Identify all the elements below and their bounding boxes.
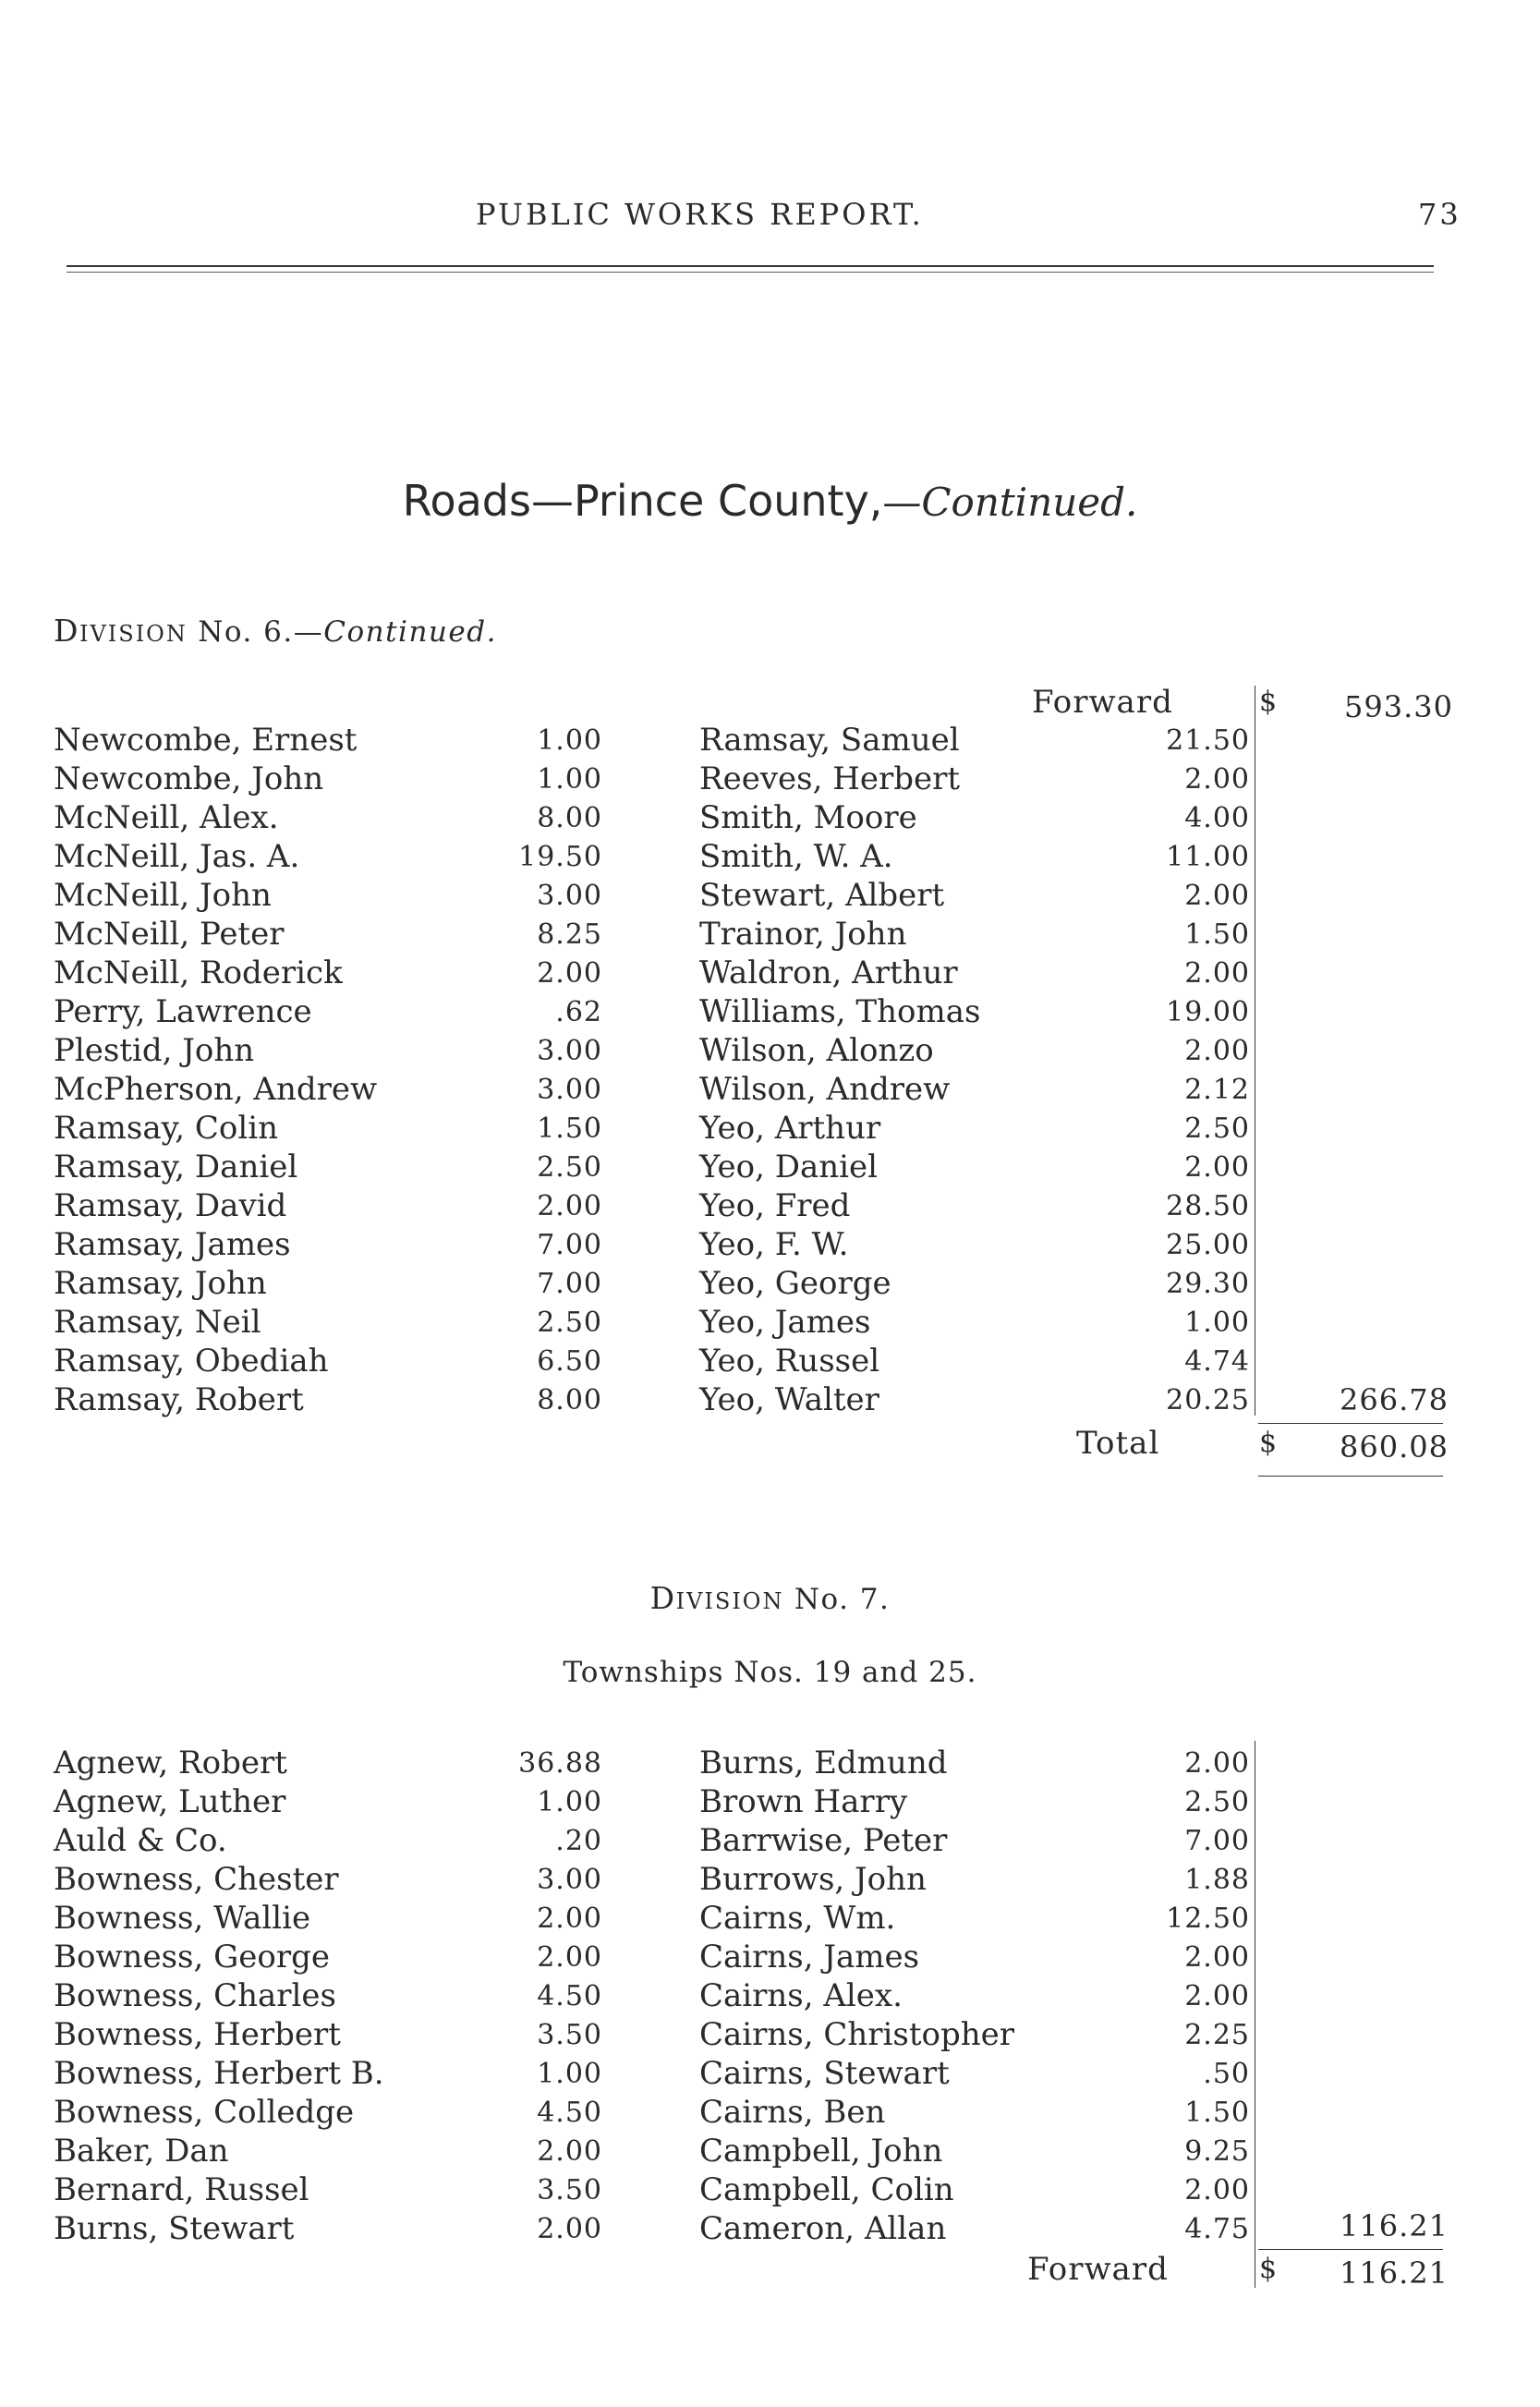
division-6-total-label: Total — [1076, 1425, 1160, 1462]
left-entry-amount: 1.00 — [537, 763, 602, 796]
right-entry-name: Cairns, Alex. — [699, 1977, 903, 2014]
section-title-main: Roads—Prince County, — [402, 476, 883, 526]
left-entry-name: Agnew, Luther — [54, 1783, 286, 1820]
heading-number: No. 6.— — [198, 615, 324, 649]
right-entry-name: Williams, Thomas — [699, 993, 981, 1030]
left-entry-amount: 2.00 — [537, 957, 602, 990]
left-entry-amount: 3.00 — [537, 1864, 602, 1896]
left-entry-amount: 3.00 — [537, 1074, 602, 1106]
left-entry-name: Ramsay, Obediah — [54, 1343, 329, 1380]
left-entry-amount: 3.50 — [537, 2174, 602, 2206]
right-entry-amount: 1.50 — [1184, 2097, 1250, 2129]
right-entry-amount: 4.00 — [1184, 802, 1250, 834]
right-entry-amount: 4.74 — [1184, 1345, 1250, 1378]
right-entry-name: Cairns, Wm. — [699, 1900, 896, 1937]
right-entry-amount: .50 — [1203, 2058, 1250, 2090]
left-entry-amount: 3.00 — [537, 1035, 602, 1067]
right-entry-amount: 1.00 — [1184, 1307, 1250, 1339]
right-entry-name: Yeo, Fred — [699, 1187, 851, 1224]
left-entry-name: Bowness, Wallie — [54, 1900, 311, 1937]
left-entry-name: Ramsay, Daniel — [54, 1149, 298, 1185]
left-entry-name: Bowness, Charles — [54, 1977, 336, 2014]
heading-continued: Continued. — [323, 615, 497, 649]
left-entry-amount: 36.88 — [518, 1747, 602, 1780]
right-entry-name: Yeo, F. W. — [699, 1226, 849, 1263]
left-entry-name: Plestid, John — [54, 1032, 255, 1069]
division-7-forward-dollar: $ — [1259, 2253, 1279, 2285]
right-entry-amount: 1.50 — [1184, 918, 1250, 951]
left-entry-name: Bernard, Russel — [54, 2171, 309, 2208]
right-entry-amount: 2.00 — [1184, 1980, 1250, 2012]
right-entry-name: Yeo, James — [699, 1304, 871, 1341]
left-entry-amount: 1.00 — [537, 724, 602, 757]
right-entry-name: Ramsay, Samuel — [699, 722, 960, 759]
left-entry-name: Newcombe, Ernest — [54, 722, 358, 759]
right-entry-amount: 2.00 — [1184, 1151, 1250, 1184]
left-entry-amount: .20 — [555, 1825, 602, 1857]
right-entry-amount: 2.00 — [1184, 1941, 1250, 1974]
left-entry-name: Burns, Stewart — [54, 2210, 295, 2247]
right-entry-name: Stewart, Albert — [699, 877, 945, 914]
left-entry-name: Ramsay, Robert — [54, 1381, 304, 1418]
left-entry-name: Baker, Dan — [54, 2133, 229, 2170]
right-entry-name: Burrows, John — [699, 1861, 927, 1898]
right-entry-name: Waldron, Arthur — [699, 954, 958, 991]
right-entry-name: Burns, Edmund — [699, 1744, 948, 1781]
right-entry-amount: 2.00 — [1184, 763, 1250, 796]
division-6-total-rule — [1258, 1476, 1443, 1477]
right-entry-amount: 2.00 — [1184, 957, 1250, 990]
right-entry-amount: 2.12 — [1184, 1074, 1250, 1106]
left-entry-name: Bowness, Colledge — [54, 2094, 355, 2131]
right-entry-name: Wilson, Andrew — [699, 1071, 951, 1108]
section-title — [0, 476, 1540, 526]
heading-initial: D — [649, 1580, 676, 1616]
right-entry-name: Yeo, Walter — [699, 1381, 879, 1418]
left-entry-amount: 8.00 — [537, 1384, 602, 1416]
right-entry-amount: 2.00 — [1184, 1747, 1250, 1780]
right-entry-amount: 7.00 — [1184, 1825, 1250, 1857]
left-entry-amount: 3.50 — [537, 2019, 602, 2051]
left-entry-name: McNeill, John — [54, 877, 272, 914]
division-7-subtotal: 116.21 — [1340, 2208, 1449, 2243]
right-entry-name: Barrwise, Peter — [699, 1822, 948, 1859]
right-entry-name: Yeo, George — [699, 1265, 891, 1302]
left-entry-name: McNeill, Alex. — [54, 799, 279, 836]
right-entry-name: Yeo, Daniel — [699, 1149, 878, 1185]
left-entry-amount: 19.50 — [518, 841, 602, 873]
right-entry-name: Reeves, Herbert — [699, 760, 961, 797]
left-entry-amount: 8.25 — [537, 918, 602, 951]
right-entry-name: Campbell, Colin — [699, 2171, 954, 2208]
division-6-subtotal-rule — [1258, 1423, 1443, 1424]
page-number: 73 — [1418, 197, 1461, 232]
left-entry-name: McNeill, Jas. A. — [54, 838, 300, 875]
header-rule — [67, 265, 1434, 267]
heading-smallcaps: IVISION — [675, 1588, 784, 1614]
right-entry-name: Smith, Moore — [699, 799, 917, 836]
right-entry-amount: 2.50 — [1184, 1112, 1250, 1145]
division-6-forward-dollar: $ — [1259, 686, 1279, 718]
left-entry-amount: 6.50 — [537, 1345, 602, 1378]
left-entry-name: McNeill, Roderick — [54, 954, 343, 991]
division-7-subtotal-rule — [1258, 2249, 1443, 2250]
left-entry-amount: 1.00 — [537, 1786, 602, 1818]
right-entry-amount: 29.30 — [1166, 1268, 1250, 1300]
division-6-total-amount: 860.08 — [1340, 1429, 1449, 1465]
right-entry-amount: 9.25 — [1184, 2135, 1250, 2168]
right-entry-amount: 21.50 — [1166, 724, 1250, 757]
left-entry-name: McPherson, Andrew — [54, 1071, 378, 1108]
report-title: PUBLIC WORKS REPORT. — [476, 197, 924, 232]
left-entry-amount: 1.50 — [537, 1112, 602, 1145]
right-entry-name: Cairns, Stewart — [699, 2055, 950, 2092]
left-entry-name: Ramsay, David — [54, 1187, 287, 1224]
right-entry-name: Yeo, Arthur — [699, 1110, 881, 1147]
division-7-forward-amount: 116.21 — [1340, 2255, 1449, 2291]
left-entry-name: Ramsay, Colin — [54, 1110, 279, 1147]
right-entry-amount: 1.88 — [1184, 1864, 1250, 1896]
right-entry-name: Smith, W. A. — [699, 838, 893, 875]
left-entry-name: Auld & Co. — [54, 1822, 227, 1859]
left-entry-name: Bowness, Herbert — [54, 2016, 341, 2053]
division-7-forward-label: Forward — [1027, 2251, 1169, 2288]
right-entry-name: Wilson, Alonzo — [699, 1032, 934, 1069]
division-7-heading — [0, 1580, 1540, 1616]
left-entry-amount: 1.00 — [537, 2058, 602, 2090]
left-entry-name: Perry, Lawrence — [54, 993, 312, 1030]
left-entry-name: Ramsay, John — [54, 1265, 267, 1302]
division-6-forward-label: Forward — [1032, 684, 1173, 721]
left-entry-amount: 2.50 — [537, 1307, 602, 1339]
left-entry-amount: 7.00 — [537, 1268, 602, 1300]
right-entry-amount: 4.75 — [1184, 2213, 1250, 2245]
right-entry-name: Cairns, Christopher — [699, 2016, 1015, 2053]
division-6-forward-amount: 593.30 — [1344, 689, 1453, 724]
left-entry-name: Agnew, Robert — [54, 1744, 287, 1781]
left-entry-amount: 3.00 — [537, 880, 602, 912]
left-entry-amount: 2.00 — [537, 2135, 602, 2168]
left-entry-name: Ramsay, Neil — [54, 1304, 261, 1341]
right-entry-amount: 2.25 — [1184, 2019, 1250, 2051]
right-entry-amount: 2.00 — [1184, 880, 1250, 912]
right-entry-name: Cairns, Ben — [699, 2094, 886, 2131]
left-entry-name: McNeill, Peter — [54, 916, 285, 953]
left-entry-name: Ramsay, James — [54, 1226, 291, 1263]
left-entry-name: Bowness, Chester — [54, 1861, 339, 1898]
left-entry-name: Bowness, Herbert B. — [54, 2055, 384, 2092]
left-entry-name: Newcombe, John — [54, 760, 324, 797]
right-entry-amount: 28.50 — [1166, 1190, 1250, 1222]
division-7-townships: Townships Nos. 19 and 25. — [563, 1656, 977, 1689]
right-entry-name: Yeo, Russel — [699, 1343, 880, 1380]
left-entry-amount: 2.00 — [537, 1903, 602, 1935]
left-entry-amount: 2.50 — [537, 1151, 602, 1184]
right-entry-amount: 20.25 — [1166, 1384, 1250, 1416]
right-entry-name: Cairns, James — [699, 1939, 920, 1975]
left-entry-name: Bowness, George — [54, 1939, 330, 1975]
right-entry-name: Trainor, John — [699, 916, 907, 953]
right-entry-amount: 25.00 — [1166, 1229, 1250, 1261]
division-6-total-dollar: $ — [1259, 1427, 1279, 1459]
right-entry-amount: 11.00 — [1166, 841, 1250, 873]
right-entry-amount: 2.00 — [1184, 1035, 1250, 1067]
left-entry-amount: 7.00 — [537, 1229, 602, 1261]
header-rule-thin — [67, 272, 1434, 273]
left-entry-amount: 2.00 — [537, 2213, 602, 2245]
left-entry-amount: 4.50 — [537, 2097, 602, 2129]
right-entry-amount: 19.00 — [1166, 996, 1250, 1028]
division-6-heading — [54, 613, 497, 649]
right-entry-name: Campbell, John — [699, 2133, 943, 2170]
left-entry-amount: 4.50 — [537, 1980, 602, 2012]
right-entry-amount: 12.50 — [1166, 1903, 1250, 1935]
left-entry-amount: 8.00 — [537, 802, 602, 834]
right-entry-name: Brown Harry — [699, 1783, 908, 1820]
right-entry-amount: 2.00 — [1184, 2174, 1250, 2206]
heading-number: No. 7. — [794, 1583, 891, 1616]
left-entry-amount: .62 — [555, 996, 602, 1028]
right-entry-name: Cameron, Allan — [699, 2210, 947, 2247]
left-entry-amount: 2.00 — [537, 1190, 602, 1222]
heading-smallcaps: IVISION — [79, 621, 188, 647]
right-entry-amount: 2.50 — [1184, 1786, 1250, 1818]
section-title-continued: —Continued. — [882, 480, 1138, 525]
heading-initial: D — [54, 613, 79, 649]
left-entry-amount: 2.00 — [537, 1941, 602, 1974]
division-6-subtotal: 266.78 — [1340, 1382, 1449, 1417]
